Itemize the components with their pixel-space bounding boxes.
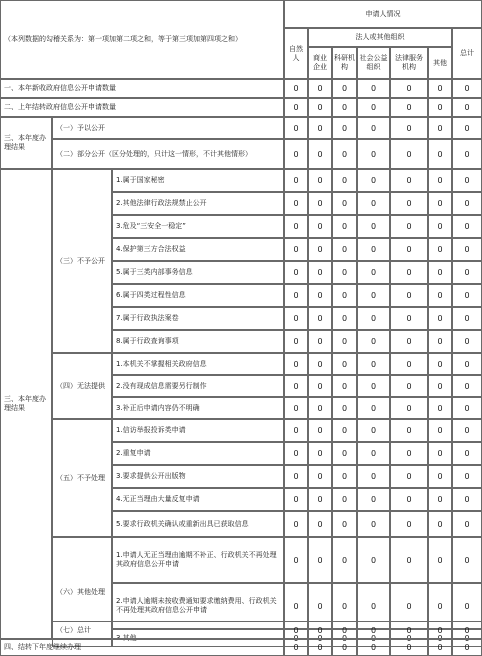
row-carry-forward-value: 0: [452, 639, 482, 656]
group-not-processed-item-value: 0: [332, 442, 357, 465]
row-partially-disclosed-value: 0: [357, 139, 390, 169]
group-not-disclosed-item-value: 0: [308, 238, 332, 261]
group-cannot-provide-item-value: 0: [452, 353, 482, 375]
group-other-processing-item-value: 0: [332, 583, 357, 629]
group-other-processing-label: （六）其他处理: [52, 537, 112, 647]
group-not-processed-item: 4.无正当理由大量反复申请: [112, 488, 284, 511]
group-not-disclosed-item-value: 0: [357, 238, 390, 261]
legal-service-header: 法律服务机构: [390, 47, 428, 79]
row-carry-forward-value: 0: [308, 639, 332, 656]
group-not-disclosed-item-value: 0: [357, 261, 390, 284]
legal-person-group-header: 法人或其他组织: [308, 28, 452, 47]
group-not-disclosed-item-value: 0: [357, 307, 390, 330]
social-welfare-header: 社会公益组织: [357, 47, 390, 79]
group-not-disclosed-item: 4.保护第三方合法权益: [112, 238, 284, 261]
group-not-disclosed-item-value: 0: [357, 169, 390, 192]
row-total-value: 0: [308, 621, 332, 639]
row-carried-over-value: 0: [428, 98, 452, 117]
group-other-processing-item-value: 0: [332, 537, 357, 583]
group-cannot-provide-item-value: 0: [284, 375, 308, 397]
group-cannot-provide-item-value: 0: [428, 397, 452, 419]
group-not-disclosed-item-value: 0: [332, 169, 357, 192]
group-not-disclosed-item-value: 0: [428, 330, 452, 353]
group-not-processed-item-value: 0: [452, 511, 482, 537]
section-three-label-top: 三、本年度办理结果: [0, 117, 52, 169]
group-cannot-provide-item-value: 0: [332, 353, 357, 375]
group-not-disclosed-item-value: 0: [452, 238, 482, 261]
group-not-disclosed-item-value: 0: [332, 215, 357, 238]
group-not-processed-item-value: 0: [332, 488, 357, 511]
group-other-processing-item-value: 0: [357, 583, 390, 629]
row-disclosed-value: 0: [390, 117, 428, 139]
group-other-processing-item-value: 0: [357, 629, 390, 647]
group-not-disclosed-item: 1.属于国家秘密: [112, 169, 284, 192]
group-not-disclosed-item-value: 0: [428, 307, 452, 330]
row-total-value: 0: [452, 621, 482, 639]
group-not-processed-item-value: 0: [452, 419, 482, 442]
group-other-processing-item-value: 0: [308, 537, 332, 583]
group-not-disclosed-item-value: 0: [284, 192, 308, 215]
group-not-processed-item-value: 0: [390, 442, 428, 465]
row-carry-forward-value: 0: [390, 639, 428, 656]
group-cannot-provide-item-value: 0: [452, 397, 482, 419]
group-not-disclosed-item-value: 0: [390, 261, 428, 284]
group-not-disclosed-item-value: 0: [308, 169, 332, 192]
row-carried-over-value: 0: [308, 98, 332, 117]
group-cannot-provide-item: 3.补正后申请内容仍不明确: [112, 397, 284, 419]
row-disclosed-value: 0: [452, 117, 482, 139]
row-carried-over-value: 0: [452, 98, 482, 117]
group-not-disclosed-item-value: 0: [390, 169, 428, 192]
group-other-processing-item-value: 0: [284, 583, 308, 629]
group-not-disclosed-item-value: 0: [452, 330, 482, 353]
row-disclosed-value: 0: [308, 117, 332, 139]
group-not-disclosed-item: 2.其他法律行政法规禁止公开: [112, 192, 284, 215]
group-not-disclosed-item-value: 0: [428, 261, 452, 284]
group-not-disclosed-item-value: 0: [452, 284, 482, 307]
group-not-processed-item-value: 0: [390, 488, 428, 511]
group-not-disclosed-item-value: 0: [308, 215, 332, 238]
group-cannot-provide-item-value: 0: [284, 397, 308, 419]
group-other-processing-item: 2.申请人逾期未按收费通知要求缴纳费用、行政机关不再处理其政府信息公开申请: [112, 583, 284, 629]
group-other-processing-item-value: 0: [308, 583, 332, 629]
group-not-disclosed-item: 8.属于行政查询事项: [112, 330, 284, 353]
group-not-disclosed-item-value: 0: [332, 238, 357, 261]
group-cannot-provide-item-value: 0: [284, 353, 308, 375]
row-disclosed-value: 0: [332, 117, 357, 139]
group-cannot-provide-item-value: 0: [428, 375, 452, 397]
group-not-disclosed-item-value: 0: [428, 192, 452, 215]
row-total-value: 0: [332, 621, 357, 639]
group-not-disclosed-item-value: 0: [390, 238, 428, 261]
group-not-processed-item-value: 0: [428, 442, 452, 465]
group-not-disclosed-item-value: 0: [390, 330, 428, 353]
group-not-disclosed-item-value: 0: [452, 192, 482, 215]
group-not-processed-item-value: 0: [332, 465, 357, 488]
group-not-processed-item-value: 0: [428, 511, 452, 537]
section-three-label-main: 三、本年度办理结果: [0, 169, 52, 639]
group-cannot-provide-item-value: 0: [357, 375, 390, 397]
row-partially-disclosed-value: 0: [332, 139, 357, 169]
group-not-disclosed-item-value: 0: [284, 215, 308, 238]
group-not-disclosed-item-value: 0: [284, 261, 308, 284]
group-not-processed-item-value: 0: [284, 465, 308, 488]
table-note-cell: （本列数据的勾稽关系为：第一项加第二项之和，等于第三项加第四项之和）: [0, 0, 284, 79]
group-not-processed-item-value: 0: [308, 419, 332, 442]
row-total: （七）总计: [52, 621, 284, 639]
group-not-disclosed-item-value: 0: [332, 307, 357, 330]
row-carry-forward: 四、结转下年度继续办理: [0, 639, 284, 656]
group-other-processing-item-value: 0: [390, 537, 428, 583]
group-not-disclosed-item-value: 0: [284, 169, 308, 192]
group-other-processing-item-value: 0: [452, 629, 482, 647]
row-new-applications-value: 0: [357, 79, 390, 98]
group-not-disclosed-item-value: 0: [332, 330, 357, 353]
group-not-processed-item-value: 0: [357, 511, 390, 537]
group-not-disclosed-item-value: 0: [284, 330, 308, 353]
row-carry-forward-value: 0: [332, 639, 357, 656]
group-not-processed-item: 3.要求提供公开出版物: [112, 465, 284, 488]
row-carry-forward-value: 0: [284, 639, 308, 656]
row-partially-disclosed-value: 0: [452, 139, 482, 169]
row-disclosed: （一）予以公开: [52, 117, 284, 139]
group-other-processing-item-value: 0: [428, 583, 452, 629]
group-cannot-provide-item-value: 0: [390, 375, 428, 397]
group-not-disclosed-item-value: 0: [428, 169, 452, 192]
row-new-applications-value: 0: [332, 79, 357, 98]
row-carried-over-value: 0: [332, 98, 357, 117]
group-not-processed-item-value: 0: [357, 488, 390, 511]
group-not-processed-item-value: 0: [390, 465, 428, 488]
row-carry-forward-value: 0: [357, 639, 390, 656]
row-partially-disclosed: （二）部分公开（区分处理的，只计这一情形，不计其他情形）: [52, 139, 284, 169]
row-carried-over: 二、上年结转政府信息公开申请数量: [0, 98, 284, 117]
commercial-enterprise-header: 商业企业: [308, 47, 332, 79]
group-cannot-provide-item: 1.本机关不掌握相关政府信息: [112, 353, 284, 375]
group-other-processing-item-value: 0: [428, 537, 452, 583]
group-not-processed-item: 1.信访举报投诉类申请: [112, 419, 284, 442]
group-other-processing-item-value: 0: [332, 629, 357, 647]
group-not-processed-item-value: 0: [308, 488, 332, 511]
group-not-disclosed-item-value: 0: [452, 307, 482, 330]
natural-person-header: 自然人: [284, 28, 308, 79]
row-new-applications-value: 0: [390, 79, 428, 98]
group-not-disclosed-item: 3.危及“三安全一稳定”: [112, 215, 284, 238]
group-not-processed-item-value: 0: [332, 419, 357, 442]
group-not-processed-label: （五）不予处理: [52, 419, 112, 537]
group-not-processed-item-value: 0: [332, 511, 357, 537]
group-other-processing-item: 3.其他: [112, 629, 284, 647]
row-carried-over-value: 0: [357, 98, 390, 117]
group-not-disclosed-item: 7.属于行政执法案卷: [112, 307, 284, 330]
group-not-disclosed-item-value: 0: [332, 284, 357, 307]
other-header: 其他: [428, 47, 452, 79]
group-not-disclosed-item-value: 0: [332, 261, 357, 284]
group-not-disclosed-item-value: 0: [452, 169, 482, 192]
total-header: 总计: [452, 28, 482, 79]
row-new-applications-value: 0: [284, 79, 308, 98]
group-not-processed-item-value: 0: [357, 442, 390, 465]
group-not-disclosed-item-value: 0: [284, 284, 308, 307]
group-cannot-provide-item-value: 0: [357, 397, 390, 419]
group-not-processed-item-value: 0: [452, 465, 482, 488]
group-other-processing-item-value: 0: [390, 583, 428, 629]
group-not-disclosed-item-value: 0: [357, 192, 390, 215]
group-not-disclosed-item: 6.属于四类过程性信息: [112, 284, 284, 307]
group-not-processed-item-value: 0: [357, 419, 390, 442]
row-partially-disclosed-value: 0: [428, 139, 452, 169]
group-not-processed-item-value: 0: [284, 442, 308, 465]
group-not-disclosed-item-value: 0: [332, 192, 357, 215]
group-not-disclosed-item-value: 0: [390, 307, 428, 330]
group-other-processing-item-value: 0: [357, 537, 390, 583]
group-other-processing-item: 1.申请人无正当理由逾期不补正、行政机关不再处理其政府信息公开申请: [112, 537, 284, 583]
group-not-disclosed-item-value: 0: [308, 192, 332, 215]
group-other-processing-item-value: 0: [452, 537, 482, 583]
group-not-disclosed-item-value: 0: [357, 330, 390, 353]
group-not-disclosed-item-value: 0: [452, 261, 482, 284]
group-not-processed-item-value: 0: [284, 488, 308, 511]
group-other-processing-item-value: 0: [452, 583, 482, 629]
row-total-value: 0: [357, 621, 390, 639]
group-not-disclosed-item-value: 0: [284, 238, 308, 261]
row-partially-disclosed-value: 0: [284, 139, 308, 169]
group-cannot-provide-item: 2.没有现成信息需要另行制作: [112, 375, 284, 397]
group-not-processed-item: 2.重复申请: [112, 442, 284, 465]
group-not-disclosed-item-value: 0: [284, 307, 308, 330]
group-not-processed-item-value: 0: [390, 419, 428, 442]
group-not-processed-item-value: 0: [284, 511, 308, 537]
group-not-processed-item-value: 0: [428, 488, 452, 511]
group-cannot-provide-item-value: 0: [308, 375, 332, 397]
group-other-processing-item-value: 0: [390, 629, 428, 647]
row-disclosed-value: 0: [428, 117, 452, 139]
group-not-processed-item-value: 0: [390, 511, 428, 537]
research-institution-header: 科研机构: [332, 47, 357, 79]
group-other-processing-item-value: 0: [308, 629, 332, 647]
row-new-applications-value: 0: [452, 79, 482, 98]
group-not-processed-item: 5.要求行政机关确认或重新出具已获取信息: [112, 511, 284, 537]
group-not-disclosed-item-value: 0: [308, 330, 332, 353]
group-not-disclosed-label: （三）不予公开: [52, 169, 112, 353]
group-not-disclosed-item-value: 0: [428, 284, 452, 307]
group-cannot-provide-item-value: 0: [357, 353, 390, 375]
row-partially-disclosed-value: 0: [308, 139, 332, 169]
row-partially-disclosed-value: 0: [390, 139, 428, 169]
group-not-processed-item-value: 0: [452, 442, 482, 465]
group-other-processing-item-value: 0: [284, 537, 308, 583]
group-cannot-provide-item-value: 0: [428, 353, 452, 375]
group-not-disclosed-item-value: 0: [357, 284, 390, 307]
row-disclosed-value: 0: [357, 117, 390, 139]
row-new-applications-value: 0: [428, 79, 452, 98]
group-not-processed-item-value: 0: [308, 442, 332, 465]
row-total-value: 0: [428, 621, 452, 639]
group-cannot-provide-item-value: 0: [332, 397, 357, 419]
group-not-processed-item-value: 0: [428, 465, 452, 488]
row-carried-over-value: 0: [390, 98, 428, 117]
group-not-disclosed-item-value: 0: [428, 215, 452, 238]
group-cannot-provide-item-value: 0: [308, 353, 332, 375]
row-total-value: 0: [390, 621, 428, 639]
group-not-disclosed-item-value: 0: [390, 284, 428, 307]
group-cannot-provide-item-value: 0: [332, 375, 357, 397]
row-disclosed-value: 0: [284, 117, 308, 139]
group-other-processing-item-value: 0: [284, 629, 308, 647]
group-cannot-provide-label: （四）无法提供: [52, 353, 112, 419]
applicant-situation-header: 申请人情况: [284, 0, 482, 28]
row-new-applications: 一、本年新收政府信息公开申请数量: [0, 79, 284, 98]
group-cannot-provide-item-value: 0: [390, 353, 428, 375]
group-not-disclosed-item-value: 0: [308, 261, 332, 284]
row-new-applications-value: 0: [308, 79, 332, 98]
group-not-disclosed-item: 5.属于三类内部事务信息: [112, 261, 284, 284]
group-not-processed-item-value: 0: [452, 488, 482, 511]
group-not-processed-item-value: 0: [308, 465, 332, 488]
group-not-disclosed-item-value: 0: [390, 215, 428, 238]
group-other-processing-item-value: 0: [428, 629, 452, 647]
group-cannot-provide-item-value: 0: [390, 397, 428, 419]
group-not-processed-item-value: 0: [308, 511, 332, 537]
row-total-value: 0: [284, 621, 308, 639]
group-not-disclosed-item-value: 0: [428, 238, 452, 261]
group-not-disclosed-item-value: 0: [357, 215, 390, 238]
group-not-disclosed-item-value: 0: [452, 215, 482, 238]
group-not-disclosed-item-value: 0: [308, 284, 332, 307]
group-not-disclosed-item-value: 0: [308, 307, 332, 330]
group-cannot-provide-item-value: 0: [308, 397, 332, 419]
group-not-processed-item-value: 0: [284, 419, 308, 442]
group-not-processed-item-value: 0: [428, 419, 452, 442]
row-carried-over-value: 0: [284, 98, 308, 117]
group-cannot-provide-item-value: 0: [452, 375, 482, 397]
row-carry-forward-value: 0: [428, 639, 452, 656]
group-not-disclosed-item-value: 0: [390, 192, 428, 215]
group-not-processed-item-value: 0: [357, 465, 390, 488]
